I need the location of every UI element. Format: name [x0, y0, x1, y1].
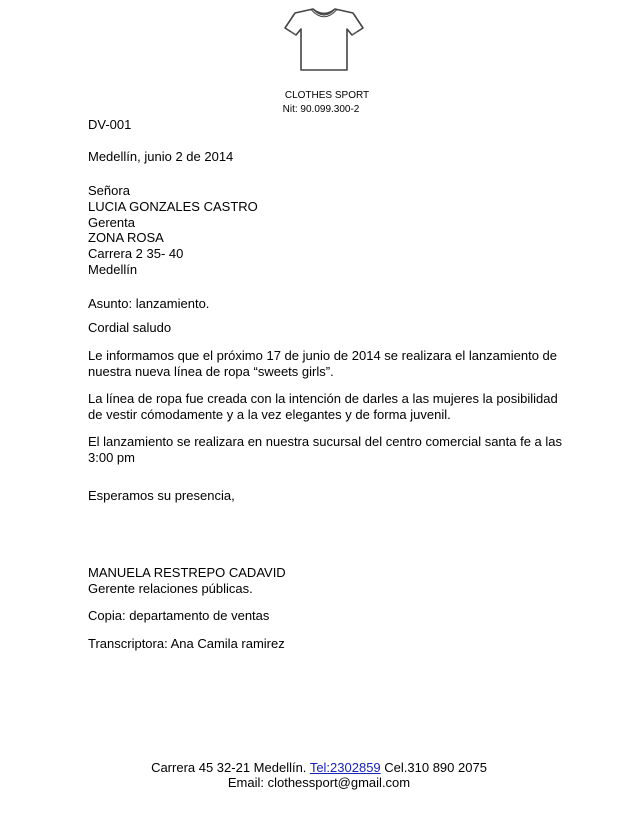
signature-name: MANUELA RESTREPO CADAVID — [88, 565, 286, 580]
letter-reference: DV-001 — [88, 117, 132, 132]
paragraph-2-line-2: de vestir cómodamente y a la vez elegantes y de forma juvenil. — [88, 407, 451, 422]
footer-address: Carrera 45 32-21 Medellín. — [151, 760, 307, 775]
signature-title: Gerente relaciones públicas. — [88, 581, 253, 596]
footer-email: Email: clothessport@gmail.com — [227, 775, 411, 790]
paragraph-2-line-1: La línea de ropa fue creada con la intención de darles a las mujeres la posibilidad — [88, 391, 558, 406]
paragraph-1-line-2: nuestra nueva línea de ropa “sweets girls”. — [88, 364, 334, 379]
copy-line: Copia: departamento de ventas — [88, 608, 270, 623]
company-name: CLOTHES SPORT — [284, 90, 370, 101]
footer-contact-line — [0, 760, 638, 776]
letter-subject: Asunto: lanzamiento. — [88, 296, 210, 311]
letter-greeting: Cordial saludo — [88, 320, 172, 335]
paragraph-3-line-2: 3:00 pm — [88, 450, 135, 465]
paragraph-3-line-1: El lanzamiento se realizara en nuestra sucursal del centro comercial santa fe a las — [88, 434, 563, 449]
transcriber-line: Transcriptora: Ana Camila ramirez — [88, 636, 285, 651]
footer-cel: Cel.310 890 2075 — [384, 760, 487, 775]
letter-closing: Esperamos su presencia, — [88, 488, 235, 503]
paragraph-1-line-1: Le informamos que el próximo 17 de junio de 2014 se realizara el lanzamiento de — [88, 348, 558, 363]
t-shirt-icon — [283, 4, 365, 76]
letter-date: Medellín, junio 2 de 2014 — [88, 149, 234, 164]
recipient-name: LUCIA GONZALES CASTRO — [88, 199, 258, 214]
recipient-title: Gerenta — [88, 215, 135, 230]
recipient-city: Medellín — [88, 262, 138, 277]
footer-tel-link[interactable]: Tel:2302859 — [309, 760, 381, 775]
recipient-salutation: Señora — [88, 183, 130, 198]
recipient-company: ZONA ROSA — [88, 230, 164, 245]
recipient-address: Carrera 2 35- 40 — [88, 246, 184, 261]
company-nit: Nit: 90.099.300-2 — [282, 104, 360, 115]
